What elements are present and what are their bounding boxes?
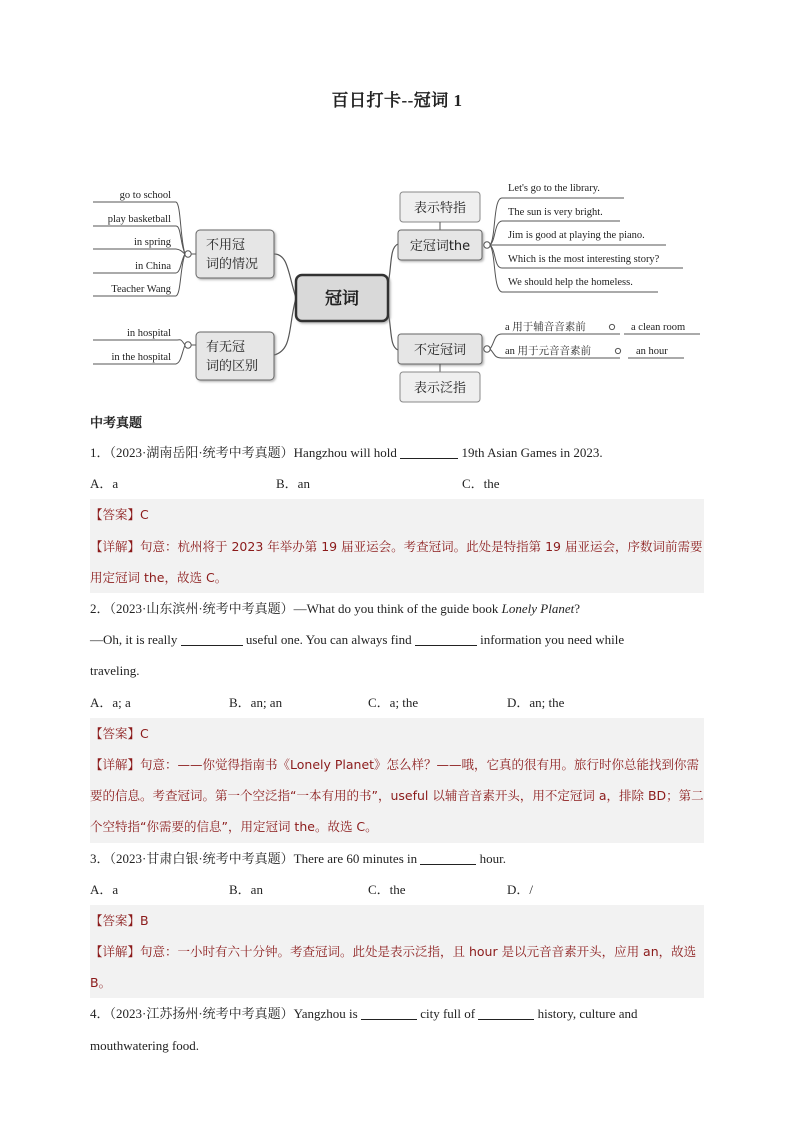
definite-example: We should help the homeless. bbox=[508, 277, 633, 288]
question-2-options bbox=[90, 687, 704, 718]
option: A．a; a bbox=[90, 694, 131, 710]
question-4: 4．（2023·江苏扬州·统考中考真题）Yangzhou is city full of history, culture and bbox=[90, 1006, 638, 1022]
question-1: 1．（2023·湖南岳阳·统考中考真题）Hangzhou will hold 19th Asian Games in 2023. bbox=[90, 445, 603, 460]
definite-example: Let's go to the library. bbox=[508, 183, 600, 194]
questions-section bbox=[90, 410, 704, 1061]
page-title: 百日打卡--冠词 1 bbox=[331, 91, 463, 110]
question-2-answer bbox=[90, 718, 704, 843]
with-without-label-2: 词的区别 bbox=[206, 359, 259, 374]
indefinite-example: an hour bbox=[636, 346, 668, 357]
no-article-item: in China bbox=[135, 261, 171, 272]
no-article-item: go to school bbox=[119, 190, 171, 201]
no-article-item: in spring bbox=[133, 237, 171, 248]
indefinite-tag bbox=[400, 372, 480, 402]
question-3-options bbox=[90, 874, 704, 905]
indefinite-rule: an 用于元音音素前 bbox=[505, 346, 592, 357]
center-label: 冠词 bbox=[325, 289, 359, 309]
article-mind-map bbox=[88, 178, 708, 408]
section-heading: 中考真题 bbox=[90, 416, 143, 431]
definite-example: Jim is good at playing the piano. bbox=[508, 230, 645, 241]
no-article-label-2: 词的情况 bbox=[206, 257, 259, 272]
answer-detail: 【详解】句意：一小时有六十分钟。考查冠词。此处是表示泛指，且 hour 是以元音音素开头，应用 an，故选 B。 bbox=[90, 944, 697, 991]
option: B．an bbox=[276, 476, 310, 492]
definite-example: Which is the most interesting story? bbox=[508, 254, 660, 265]
with-without-label-1: 有无冠 bbox=[206, 340, 246, 355]
no-article-node bbox=[185, 230, 274, 278]
no-article-item: Teacher Wang bbox=[111, 284, 171, 295]
svg-text:不定冠词: 不定冠词 bbox=[413, 343, 467, 358]
option: A．a bbox=[90, 476, 119, 492]
answer-blank bbox=[415, 631, 477, 646]
question-3: 3．（2023·甘肃白银·统考中考真题）There are 60 minutes in hour. bbox=[90, 850, 506, 866]
question-4-line-2: mouthwatering food. bbox=[90, 1037, 200, 1053]
answer-blank bbox=[361, 1005, 417, 1020]
option: D．an; the bbox=[507, 694, 565, 710]
answer-blank bbox=[181, 631, 243, 646]
svg-text:表示特指: 表示特指 bbox=[413, 201, 467, 216]
no-article-item: play basketball bbox=[107, 214, 171, 225]
option: A．a bbox=[90, 881, 119, 897]
svg-text:定冠词the: 定冠词the bbox=[409, 239, 471, 254]
definite-tag bbox=[400, 192, 480, 222]
center-node bbox=[296, 275, 388, 321]
question-3-answer bbox=[90, 905, 704, 999]
definite-example: The sun is very bright. bbox=[508, 207, 603, 218]
question-1-options bbox=[90, 468, 704, 499]
svg-text:表示泛指: 表示泛指 bbox=[413, 381, 467, 396]
with-without-item: in hospital bbox=[126, 328, 171, 339]
answer-blank bbox=[420, 850, 476, 865]
indefinite-rule: a 用于辅音音素前 bbox=[505, 322, 586, 333]
option: B．an; an bbox=[229, 694, 283, 710]
question-2: 2．（2023·山东滨州·统考中考真题）—What do you think of the guide book Lonely Planet? bbox=[90, 600, 580, 616]
option: C．the bbox=[462, 476, 500, 492]
option: B．an bbox=[229, 881, 263, 897]
option: C．a; the bbox=[368, 694, 419, 710]
answer-label: 【答案】B bbox=[90, 912, 149, 928]
answer-label: 【答案】C bbox=[90, 725, 149, 741]
option: C．the bbox=[368, 881, 406, 897]
question-1-answer bbox=[90, 499, 704, 593]
no-article-label-1: 不用冠 bbox=[206, 238, 246, 253]
answer-label: 【答案】C bbox=[90, 507, 149, 523]
answer-blank bbox=[400, 444, 458, 459]
with-without-item: in the hospital bbox=[111, 352, 171, 363]
answer-detail: 【详解】句意：杭州将于 2023 年举办第 19 届亚运会。考查冠词。此处是特指第 19 届亚运会，序数词前需要用定冠词 the，故选 C。 bbox=[90, 538, 703, 585]
answer-detail: 【详解】句意：——你觉得指南书《Lonely Planet》怎么样？——哦，它真的很有用。旅行时你总能找到你需要的信息。考查冠词。第一个空泛指“一本有用的书”，useful 以辅音音素开头，用不定冠词 a，排除 BD；第二个空特指“你需要的信息”，用定冠词 the。故选 C。 bbox=[90, 756, 704, 835]
question-2-line-2: —Oh, it is really useful one. You can always find information you need while bbox=[90, 632, 625, 648]
answer-blank bbox=[478, 1005, 534, 1020]
indefinite-node bbox=[398, 334, 490, 364]
indefinite-example: a clean room bbox=[631, 322, 686, 333]
option: D．/ bbox=[507, 881, 534, 897]
definite-node bbox=[398, 230, 490, 260]
with-without-node bbox=[185, 332, 274, 380]
question-2-line-3: traveling. bbox=[90, 663, 140, 679]
